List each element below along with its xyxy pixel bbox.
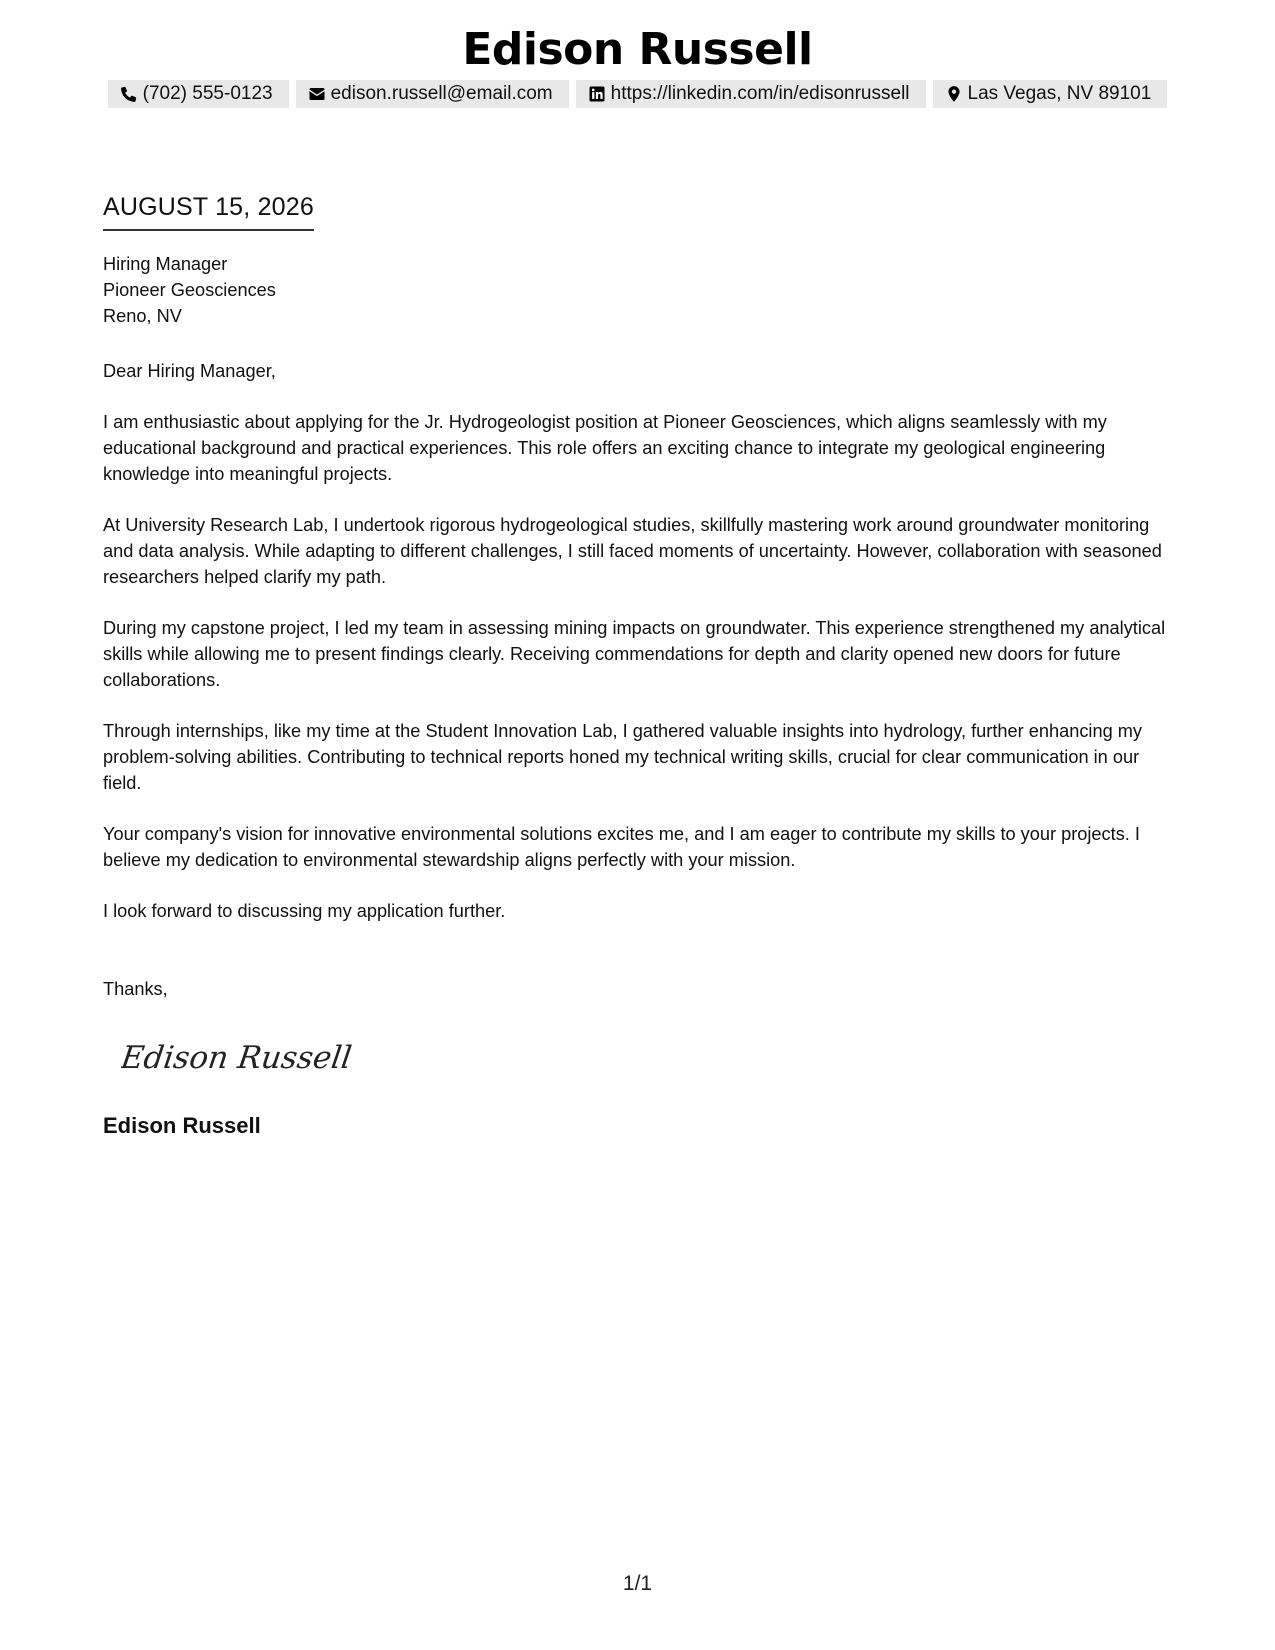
paragraph: Your company's vision for innovative environmental solutions excites me, and I am eager to contribute my skills to your projects. I believe my dedication to environmental stewardship aligns perfectly with your mission. bbox=[103, 824, 1140, 870]
contact-email bbox=[296, 80, 569, 108]
contact-linkedin bbox=[576, 80, 926, 108]
paragraph: Through internships, like my time at the Student Innovation Lab, I gathered valuable insights into hydrology, further enhancing my problem-solving abilities. Contributing to technical reports honed my technical writing skills, crucial for clear communication in our field. bbox=[103, 721, 1142, 793]
linkedin-icon bbox=[588, 85, 606, 103]
letter-date: AUGUST 15, 2026 bbox=[103, 190, 314, 231]
paragraph: During my capstone project, I led my team in assessing mining impacts on groundwater. This experience strengthened my analytical skills while allowing me to present findings clearly. Receiving commendations for depth and clarity opened new doors for future collaborations. bbox=[103, 618, 1166, 690]
paragraph: At University Research Lab, I undertook rigorous hydrogeological studies, skillfully mastering work around groundwater monitoring and data analysis. While adapting to different challenges, I still faced moments of uncertainty. However, collaboration with seasoned researchers helped clarify my path. bbox=[103, 515, 1162, 587]
contact-phone bbox=[108, 80, 289, 108]
recipient-location: Reno, NV bbox=[103, 306, 182, 326]
phone-icon bbox=[120, 85, 138, 103]
paragraph: I look forward to discussing my application further. bbox=[103, 901, 506, 921]
contact-email-text: edison.russell@email.com bbox=[330, 83, 553, 104]
page-number: 1/1 bbox=[622, 1572, 653, 1595]
recipient-title: Hiring Manager bbox=[103, 254, 228, 274]
recipient-block bbox=[103, 251, 1178, 329]
letter-body bbox=[103, 190, 1178, 1141]
applicant-name-header: Edison Russell bbox=[462, 24, 813, 75]
contact-phone-text: (702) 555-0123 bbox=[142, 83, 273, 104]
contact-bar bbox=[0, 80, 1275, 108]
signer-name: Edison Russell bbox=[103, 1113, 261, 1138]
paragraph: I am enthusiastic about applying for the Jr. Hydrogeologist position at Pioneer Geosciences, which aligns seamlessly with my educational background and practical experiences. This role offers an exciting chance to integrate my geological engineering knowledge into meaningful projects. bbox=[103, 412, 1107, 484]
recipient-company: Pioneer Geosciences bbox=[103, 280, 276, 300]
handwritten-signature bbox=[121, 1032, 361, 1082]
salutation: Dear Hiring Manager, bbox=[103, 361, 276, 381]
closing: Thanks, bbox=[103, 979, 168, 999]
contact-location bbox=[933, 80, 1168, 108]
signature-text: Edison Russell bbox=[121, 1040, 354, 1076]
envelope-icon bbox=[308, 85, 326, 103]
map-pin-icon bbox=[945, 85, 963, 103]
contact-location-text: Las Vegas, NV 89101 bbox=[967, 83, 1152, 104]
contact-linkedin-text: https://linkedin.com/in/edisonrussell bbox=[610, 83, 910, 104]
